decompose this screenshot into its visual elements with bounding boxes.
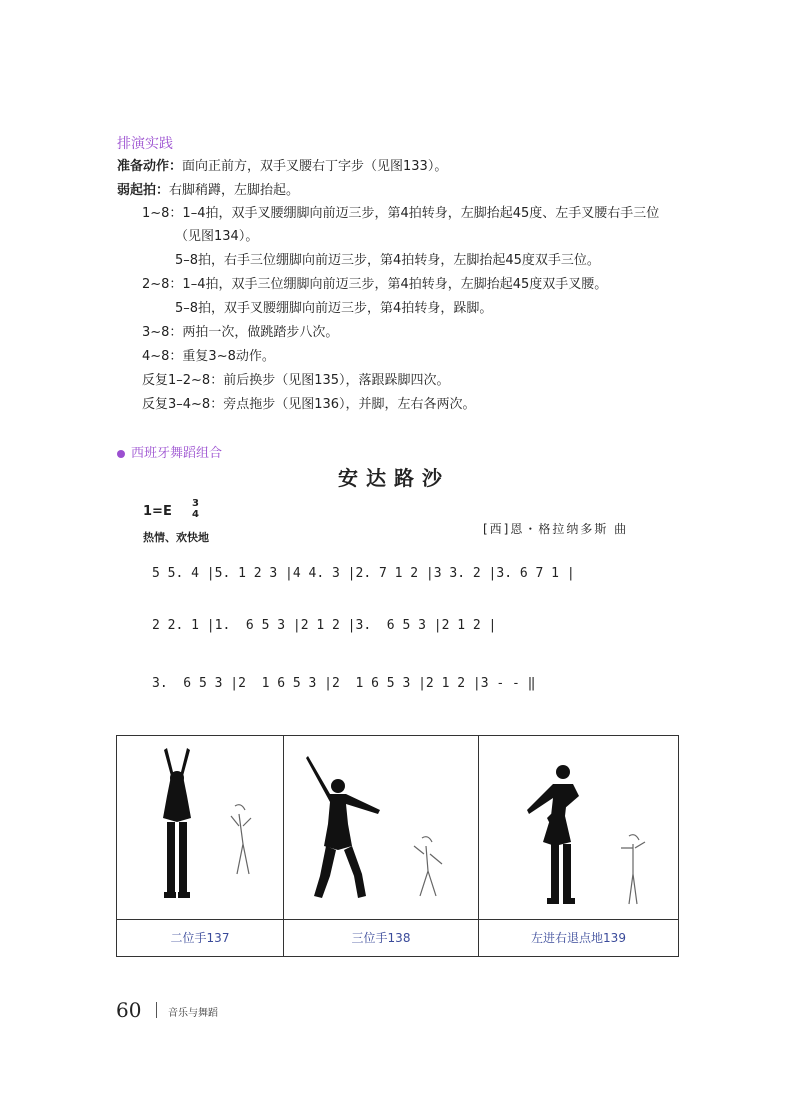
photo-caption: 二位手137 [117,920,284,957]
section-heading: 排演实践 [117,136,173,152]
time-top: 3 [192,498,199,509]
step-line: 3~8：两拍一次，做跳踏步八次。 [142,325,339,340]
upbeat-label: 弱起拍： [117,183,170,198]
composer-credit: [西]恩・格拉纳多斯 曲 [483,522,629,536]
time-bottom: 4 [192,509,199,520]
tempo-marking: 热情、欢快地 [143,531,209,544]
dancer-photo-image [117,736,283,919]
step-line: 5–8拍，双手叉腰绷脚向前迈三步，第4拍转身，跺脚。 [175,301,493,316]
step-line: （见图134）。 [175,229,259,244]
dancer-photo-image [479,736,678,919]
photo-cell [117,736,284,919]
time-signature [192,498,199,520]
upbeat-line [117,180,299,202]
song-title: 安达路沙 [338,466,450,490]
page-number: 60 [116,998,142,1022]
prep-label: 准备动作： [117,159,183,174]
photo-cell [479,736,678,919]
prep-line [117,156,447,178]
footer-book-title: 音乐与舞蹈 [168,1008,218,1019]
dancer-photo-image [284,736,478,919]
caption-row [117,919,678,957]
footer-divider [156,1002,157,1018]
photo-caption: 左进右退点地139 [531,931,626,945]
photo-cell [284,736,479,919]
score-row: 5 5. 4 |5. 1 2 3 |4 4. 3 |2. 7 1 2 |3 3. 2 |3. 6 7 1 | [152,566,575,581]
photo-table [116,735,679,957]
step-line: 2~8：1–4拍，双手三位绷脚向前迈三步，第4拍转身，左脚抬起45度双手叉腰。 [142,277,608,292]
score-row: 3. 6 5 3 |2 1 6 5 3 |2 1 6 5 3 |2 1 2 |3 - - ‖ [152,676,536,691]
prep-text: 面向正前方，双手叉腰右丁字步（见图133）。 [182,159,448,174]
step-line: 4~8：重复3~8动作。 [142,349,275,364]
step-line: 反复3–4~8：旁点拖步（见图136），并脚，左右各两次。 [142,397,476,412]
step-line: 1~8：1–4拍，双手叉腰绷脚向前迈三步，第4拍转身，左脚抬起45度、左手叉腰右手三位 [142,206,660,221]
photo-caption: 三位手138 [284,920,479,957]
bullet-dot-icon [117,450,125,458]
combination-heading-text: 西班牙舞蹈组合 [131,446,223,461]
step-line: 5–8拍，右手三位绷脚向前迈三步，第4拍转身，左脚抬起45度双手三位。 [175,253,600,268]
step-line: 反复1–2~8：前后换步（见图135），落跟跺脚四次。 [142,373,450,388]
score-row: 2 2. 1 |1. 6 5 3 |2 1 2 |3. 6 5 3 |2 1 2 | [152,618,497,633]
key-signature: 1=E [143,504,172,519]
upbeat-text: 右脚稍蹲，左脚抬起。 [169,183,300,198]
combination-heading [117,442,222,461]
